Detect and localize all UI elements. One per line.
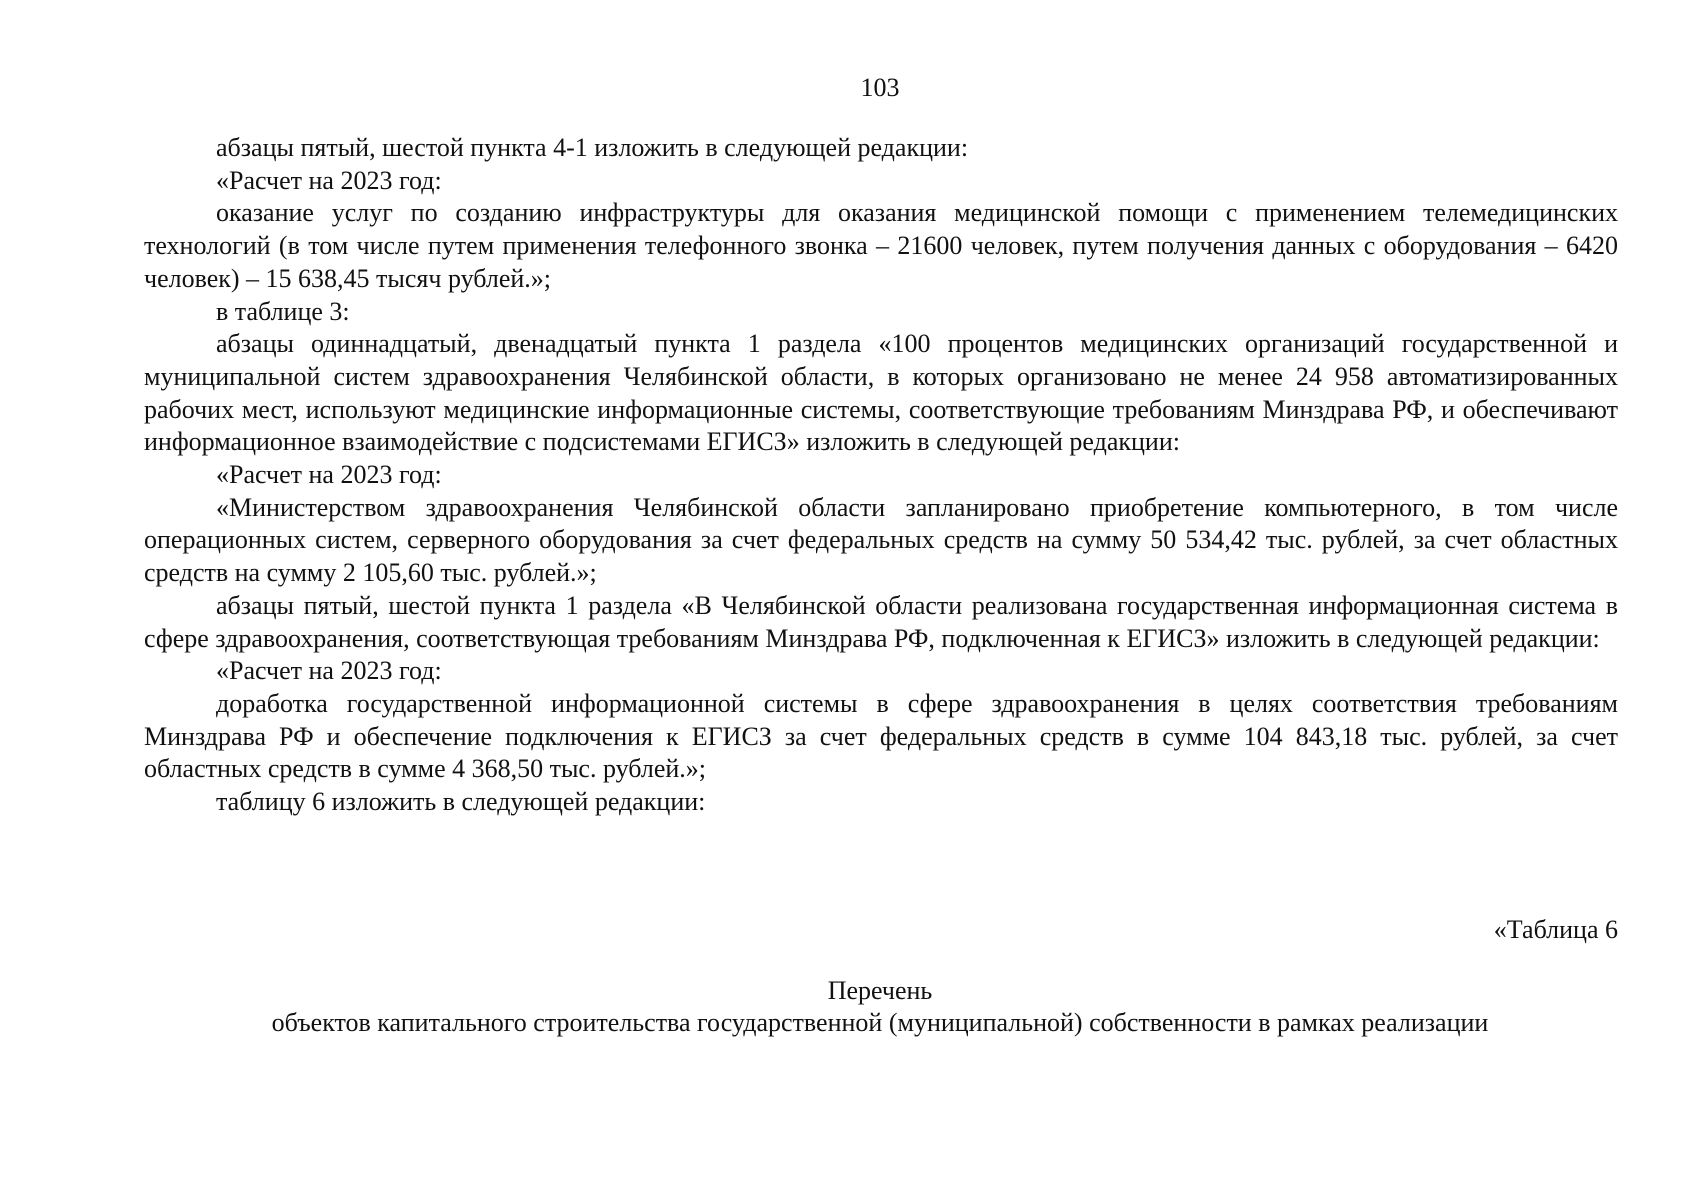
paragraph: абзацы одиннадцатый, двенадцатый пункта 1 раздела «100 процентов медицинских организаций государственной и муниципальной систем здравоохранения Челябинской области, в которых организовано не менее 24 958 автоматизированных рабочих мест, используют медицинские информационные системы, соответствующие требованиям Минздрава РФ, и обеспечивают информационное взаимодействие с подсистемами ЕГИСЗ» изложить в следующей редакции: (144, 329, 1618, 457)
paragraph: «Министерством здравоохранения Челябинской области запланировано приобретение компьютерного, в том числе операционных систем, серверного оборудования за счет федеральных средств на сумму 50 534,42 тыс. рублей, за счет областных средств на сумму 2 105,60 тыс. рублей.»; (144, 492, 1618, 588)
section-heading-title: Перечень (827, 976, 933, 1005)
paragraph: «Расчет на 2023 год: (216, 656, 442, 686)
paragraph: доработка государственной информационной системы в сфере здравоохранения в целях соответствия требованиям Минздрава РФ и обеспечение подключения к ЕГИСЗ за счет федеральных средств в сумме 104 843,18 тыс. рублей, за счет областных средств в сумме 4 368,50 тыс. рублей.»; (144, 688, 1618, 784)
paragraph: таблицу 6 изложить в следующей редакции: (216, 787, 706, 817)
paragraph: абзацы пятый, шестой пункта 1 раздела «В Челябинской области реализована государственная информационная система в сфере здравоохранения, соответствующая требованиям Минздрава РФ, подключенная к ЕГИСЗ» изложить в следующей редакции: (144, 590, 1618, 653)
paragraph: абзацы пятый, шестой пункта 4-1 изложить в следующей редакции: (216, 133, 969, 162)
table-caption: «Таблица 6 (1493, 915, 1618, 944)
document-body (144, 132, 1618, 819)
paragraph: в таблице 3: (216, 296, 350, 326)
paragraph: оказание услуг по созданию инфраструктуры для оказания медицинской помощи с применением телемедицинских технологий (в том числе путем применения телефонного звонка – 21600 человек, путем получения данных с оборудования – 6420 человек) – 15 638,45 тысяч рублей.»; (144, 198, 1618, 293)
paragraph: «Расчет на 2023 год: (216, 460, 442, 490)
section-heading-subtitle: объектов капитального строительства государственной (муниципальной) собственности в рамках реализации (271, 1008, 1489, 1037)
paragraph: «Расчет на 2023 год: (216, 165, 442, 195)
page-number: 103 (860, 73, 900, 102)
